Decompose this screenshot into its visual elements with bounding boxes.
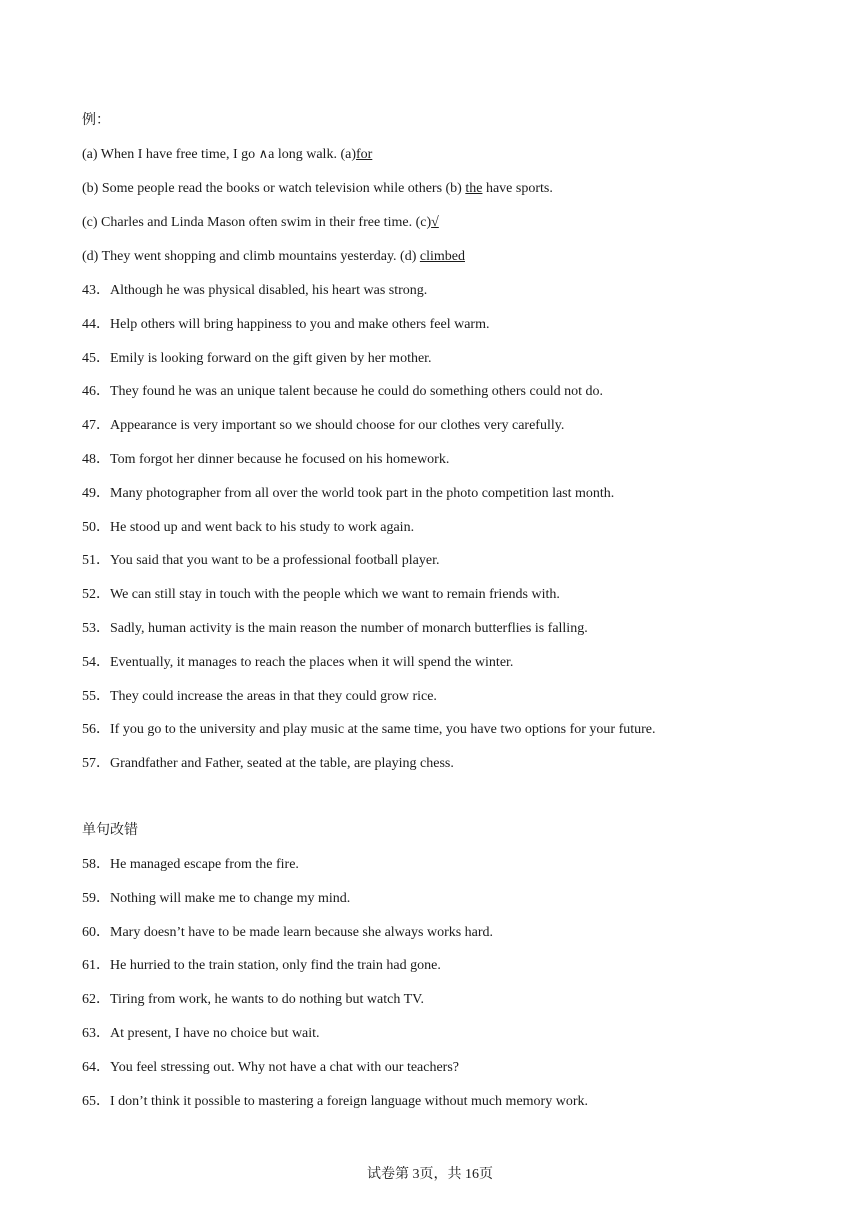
question-number: 44．: [82, 316, 110, 332]
question-text: You said that you want to be a professional football player.: [110, 553, 440, 569]
question-item: [82, 991, 424, 1009]
question-item: [82, 485, 614, 503]
example-d-text: (d) They went shopping and climb mountains yesterday. (d): [82, 249, 420, 264]
question-text: Mary doesn’t have to be made learn because she always works hard.: [110, 924, 494, 940]
question-text: They found he was an unique talent because he could do something others could not do.: [110, 384, 603, 400]
question-item: [82, 1059, 459, 1077]
question-number: 51．: [82, 553, 110, 569]
question-text: Many photographer from all over the world took part in the photo competition last month.: [110, 485, 615, 501]
question-item: [82, 586, 560, 604]
question-text: Nothing will make me to change my mind.: [110, 890, 351, 906]
question-item: [82, 350, 432, 368]
question-number: 64．: [82, 1059, 110, 1075]
question-item: [82, 721, 656, 739]
question-item: [82, 417, 564, 435]
question-text: At present, I have no choice but wait.: [110, 1026, 320, 1041]
question-number: 63．: [82, 1026, 110, 1041]
question-text: You feel stressing out. Why not have a chat with our teachers?: [110, 1059, 460, 1075]
question-item: [82, 282, 427, 300]
question-text: Sadly, human activity is the main reason the number of monarch butterflies is falling.: [110, 621, 588, 636]
question-text: He hurried to the train station, only find the train had gone.: [110, 958, 441, 974]
question-item: [82, 688, 437, 706]
question-number: 43．: [82, 283, 110, 298]
example-c-text: (c) Charles and Linda Mason often swim in their free time. (c): [82, 215, 432, 230]
question-item: [82, 451, 449, 469]
question-item: [82, 316, 489, 334]
example-a-answer: for: [355, 147, 373, 162]
question-number: 59．: [82, 890, 110, 906]
question-text: Tiring from work, he wants to do nothing but watch TV.: [110, 992, 424, 1008]
question-number: 49．: [82, 485, 110, 501]
example-b: [82, 180, 553, 198]
question-number: 58．: [82, 857, 110, 872]
question-number: 54．: [82, 654, 110, 670]
question-number: 53．: [82, 621, 110, 636]
question-text: Appearance is very important so we should choose for our clothes very carefully.: [110, 418, 565, 434]
question-text: We can still stay in touch with the people which we want to remain friends with.: [110, 587, 560, 603]
question-item: [82, 924, 493, 942]
example-heading: 例：: [82, 113, 110, 128]
question-item: [82, 654, 513, 672]
section-title: 单句改错: [82, 823, 138, 838]
question-number: 65．: [82, 1093, 110, 1109]
example-d-answer: climbed: [419, 249, 465, 264]
question-text: I don’t think it possible to mastering a foreign language without much memory work.: [110, 1093, 588, 1109]
example-b-suffix: have sports.: [482, 181, 553, 196]
question-text: Although he was physical disabled, his heart was strong.: [110, 283, 428, 298]
question-text: Help others will bring happiness to you and make others feel warm.: [110, 316, 490, 332]
question-item: [82, 890, 350, 908]
question-item: [82, 957, 441, 975]
question-number: 61．: [82, 958, 110, 974]
example-a-text: a long walk. (a): [268, 147, 356, 162]
question-text: Eventually, it manages to reach the places when it will spend the winter.: [110, 654, 514, 670]
question-number: 46．: [82, 384, 110, 400]
question-text: If you go to the university and play music at the same time, you have two options for your future.: [110, 722, 656, 738]
question-text: Emily is looking forward on the gift given by her mother.: [110, 350, 432, 366]
question-item: [82, 383, 603, 401]
question-number: 50．: [82, 519, 110, 535]
question-text: Tom forgot her dinner because he focused on his homework.: [110, 452, 450, 467]
example-a: [82, 146, 372, 164]
question-item: [82, 552, 439, 570]
question-text: Grandfather and Father, seated at the table, are playing chess.: [110, 756, 454, 772]
question-text: They could increase the areas in that they could grow rice.: [110, 688, 437, 704]
example-b-text: (b) Some people read the books or watch television while others (b): [82, 181, 466, 196]
question-item: [82, 620, 588, 638]
example-c-answer: √: [431, 215, 439, 230]
question-number: 57．: [82, 756, 110, 772]
question-item: [82, 755, 454, 773]
example-c: [82, 214, 439, 232]
example-d: [82, 248, 465, 266]
example-a-prefix: (a) When I have free time, I go: [82, 147, 259, 162]
question-item: [82, 519, 414, 537]
question-number: 48．: [82, 452, 110, 467]
question-item: [82, 1093, 588, 1111]
question-text: He managed escape from the fire.: [110, 857, 299, 872]
question-item: [82, 1025, 320, 1043]
example-b-answer: the: [465, 181, 483, 196]
question-number: 55．: [82, 688, 110, 704]
insert-caret-icon: ∧: [258, 147, 269, 162]
question-text: He stood up and went back to his study to work again.: [110, 519, 415, 535]
page-footer: 试卷第 3页，共 16页: [367, 1167, 493, 1182]
question-number: 52．: [82, 587, 110, 603]
question-number: 56．: [82, 722, 110, 738]
question-number: 45．: [82, 350, 110, 366]
question-item: [82, 856, 299, 874]
question-number: 62．: [82, 992, 110, 1008]
question-number: 47．: [82, 418, 110, 434]
question-number: 60．: [82, 924, 110, 940]
